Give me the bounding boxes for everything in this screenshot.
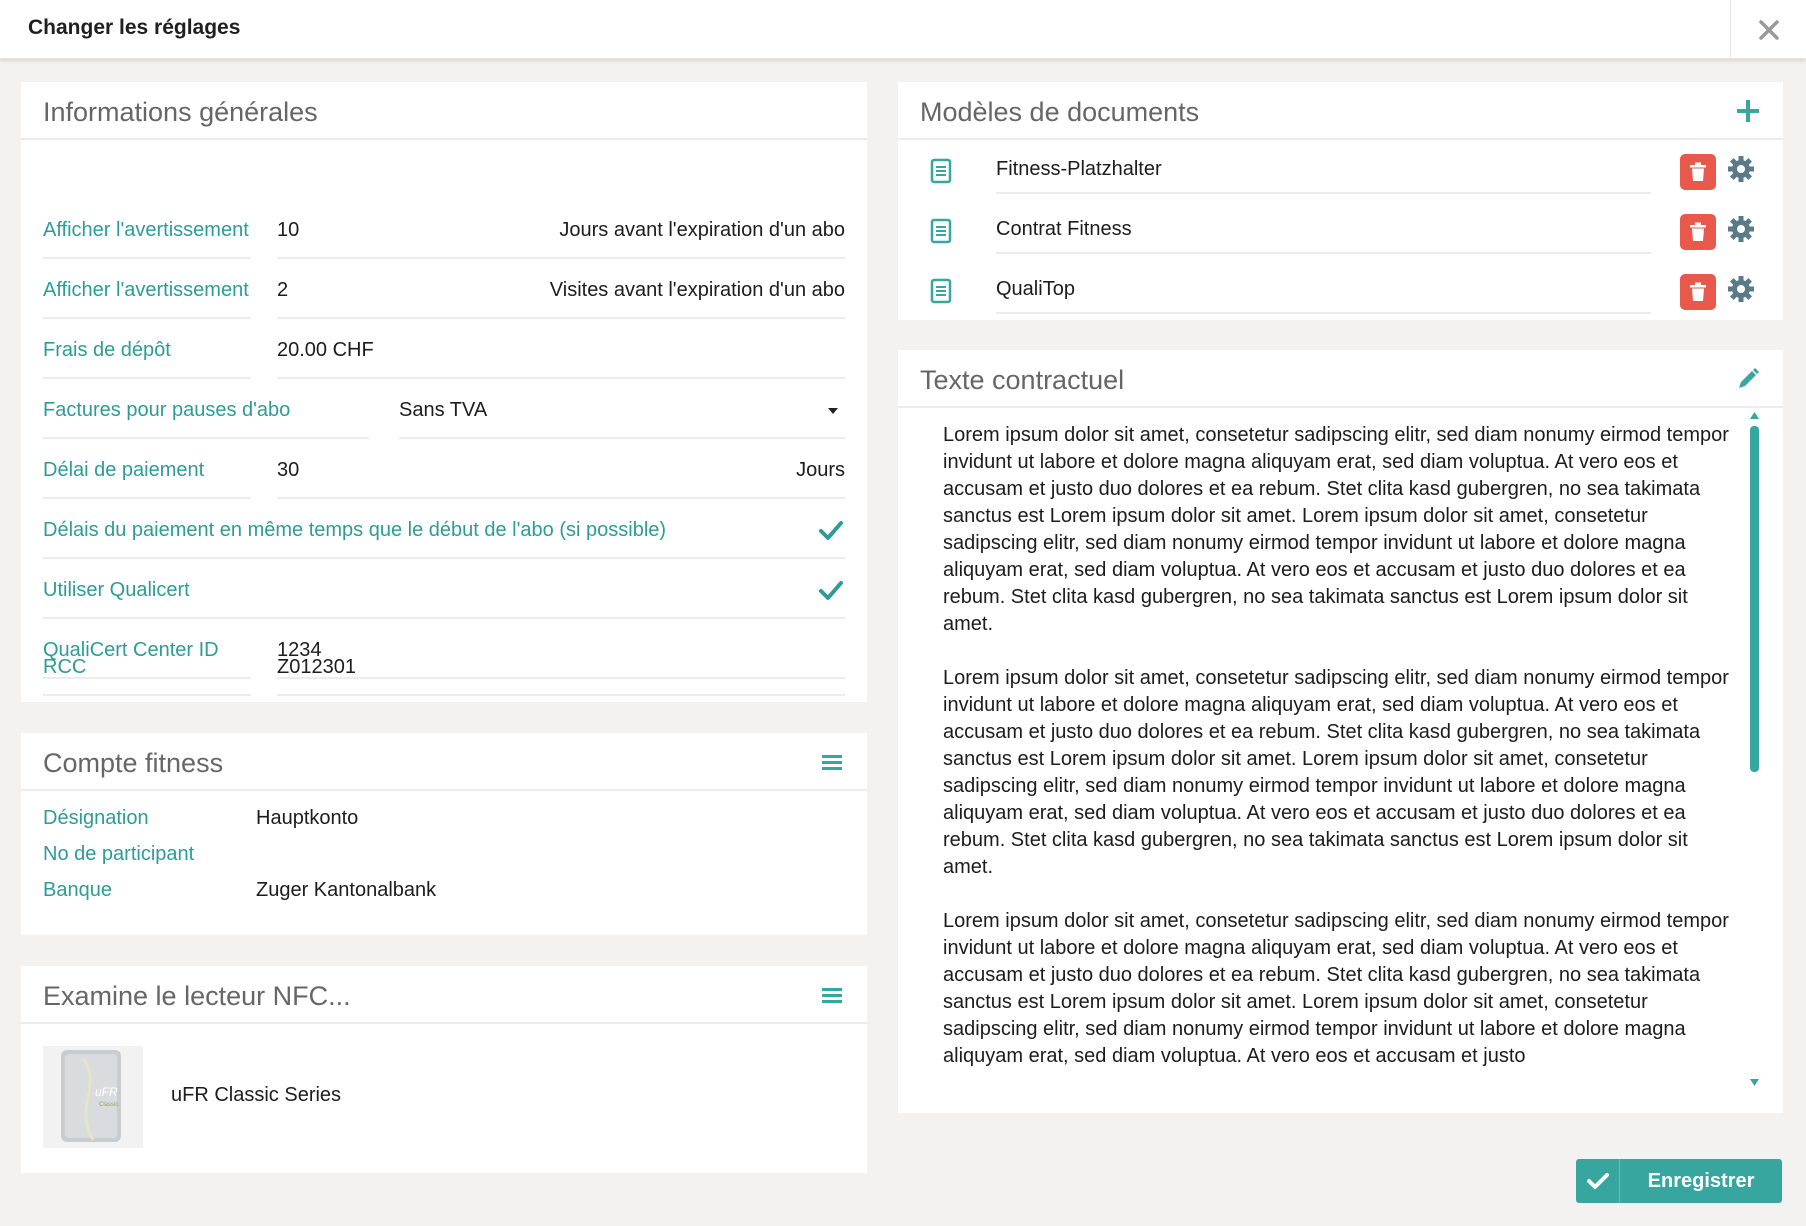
use-qualicert-row (43, 559, 845, 619)
save-check-area[interactable] (1576, 1159, 1620, 1203)
warning-visits-field[interactable] (277, 259, 845, 319)
general-info-panel (21, 82, 867, 702)
caret-down-icon[interactable] (827, 407, 839, 415)
edit-contract-button[interactable] (1735, 366, 1761, 392)
rcc-label: RCC (43, 656, 87, 678)
template-row (898, 202, 1786, 262)
contract-text-scroll-area[interactable] (898, 410, 1783, 1102)
fitness-account-title: Compte fitness (43, 748, 224, 778)
warning-days-label: Afficher l'avertissement (43, 219, 249, 241)
bank-value: Zuger Kantonalbank (256, 879, 437, 901)
window-title: Changer les réglages (28, 16, 241, 39)
general-info-header (21, 82, 867, 140)
designation-label: Désignation (43, 807, 149, 829)
document-templates-header (898, 82, 1783, 140)
trash-icon[interactable] (1689, 222, 1707, 242)
trash-icon[interactable] (1689, 162, 1707, 182)
qualicert-id-label: QualiCert Center ID (43, 639, 219, 661)
fitness-account-header (21, 733, 867, 791)
rcc-field[interactable] (277, 636, 845, 696)
template-name[interactable]: QualiTop (996, 278, 1075, 300)
contract-text-header (898, 350, 1783, 408)
scroll-up-arrow-icon[interactable] (1750, 412, 1759, 419)
warning-days-value[interactable]: 10 (277, 219, 300, 241)
document-icon (930, 218, 952, 244)
nfc-device-name: uFR Classic Series (171, 1084, 342, 1106)
template-row (898, 142, 1786, 202)
payment-term-suffix: Jours (796, 459, 845, 481)
document-templates-panel (898, 82, 1783, 320)
warning-days-field[interactable] (277, 199, 845, 259)
pause-invoice-value[interactable]: Sans TVA (399, 399, 488, 421)
pause-invoice-row (43, 379, 845, 439)
gear-icon[interactable] (1726, 274, 1756, 304)
template-row (898, 262, 1786, 322)
gear-icon[interactable] (1726, 154, 1756, 184)
payment-term-value[interactable]: 30 (277, 459, 300, 481)
participant-no-label: No de participant (43, 843, 195, 865)
warning-visits-label: Afficher l'avertissement (43, 279, 249, 301)
designation-value: Hauptkonto (256, 807, 359, 829)
warning-days-row (43, 199, 845, 259)
payment-term-label: Délai de paiement (43, 459, 205, 481)
warning-visits-row (43, 259, 845, 319)
hamburger-menu-icon[interactable] (819, 749, 845, 775)
title-bar (0, 0, 1806, 59)
deposit-fee-row (43, 319, 845, 379)
save-button-label[interactable]: Enregistrer (1647, 1169, 1755, 1192)
document-templates-title: Modèles de documents (920, 97, 1200, 127)
gear-icon[interactable] (1726, 214, 1756, 244)
document-icon (930, 278, 952, 304)
contract-text-title: Texte contractuel (920, 365, 1125, 395)
checkmark-icon[interactable] (1587, 1172, 1609, 1190)
contract-paragraph: Lorem ipsum dolor sit amet, consetetur sadipscing elitr, sed diam nonumy eirmod tempor invidunt ut labore et dolore magna aliquyam erat, sed diam voluptua. At vero eos et accusam et justo duo dolores et ea rebum. Stet clita kasd gubergren, no sea takimata sanctus est Lorem ipsum dolor sit amet. Lorem ipsum dolor sit amet, consetetur sadipscing elitr, sed diam nonumy eirmod tempor invidunt ut labore et dolore magna aliquyam erat, sed diam voluptua. At vero eos et accusam et justo (943, 910, 1729, 1067)
close-icon[interactable] (1758, 19, 1780, 41)
trash-icon[interactable] (1689, 282, 1707, 302)
contract-text-body (943, 422, 1743, 1097)
delete-template-button[interactable] (1680, 214, 1716, 250)
checkmark-icon[interactable] (817, 577, 845, 605)
warning-visits-value[interactable]: 2 (277, 279, 289, 301)
nfc-logo-sub: Classic (99, 1102, 119, 1108)
scroll-thumb[interactable] (1750, 426, 1759, 772)
delete-template-button[interactable] (1680, 154, 1716, 190)
warning-days-suffix: Jours avant l'expiration d'un abo (559, 219, 845, 241)
template-name[interactable]: Fitness-Platzhalter (996, 158, 1162, 180)
pause-invoice-select[interactable] (399, 379, 845, 439)
contract-scrollbar[interactable] (1749, 412, 1759, 1112)
close-button[interactable] (1730, 0, 1806, 59)
nfc-device-image (43, 1046, 143, 1148)
nfc-reader-title: Examine le lecteur NFC... (43, 981, 351, 1011)
contract-paragraph: Lorem ipsum dolor sit amet, consetetur sadipscing elitr, sed diam nonumy eirmod tempor invidunt ut labore et dolore magna aliquyam erat, sed diam voluptua. At vero eos et accusam et justo duo dolores et ea rebum. Stet clita kasd gubergren, no sea takimata sanctus est Lorem ipsum dolor sit amet. Lorem ipsum dolor sit amet, consetetur sadipscing elitr, sed diam nonumy eirmod tempor invidunt ut labore et dolore magna aliquyam erat, sed diam voluptua. At vero eos et accusam et justo duo dolores et ea rebum. Stet clita kasd gubergren, no sea takimata sanctus est Lorem ipsum dolor sit amet. (943, 424, 1729, 635)
nfc-reader-header (21, 966, 867, 1024)
bank-label: Banque (43, 879, 112, 901)
contract-text-panel (898, 350, 1783, 1113)
pause-invoice-label: Factures pour pauses d'abo (43, 399, 291, 421)
plus-icon[interactable] (1736, 99, 1760, 123)
payment-start-label: Délais du paiement en même temps que le début de l'abo (si possible) (43, 519, 667, 541)
nfc-logo-text: uFR (95, 1085, 118, 1099)
contract-paragraph: Lorem ipsum dolor sit amet, consetetur sadipscing elitr, sed diam nonumy eirmod tempor invidunt ut labore et dolore magna aliquyam erat, sed diam voluptua. At vero eos et accusam et justo duo dolores et ea rebum. Stet clita kasd gubergren, no sea takimata sanctus est Lorem ipsum dolor sit amet. Lorem ipsum dolor sit amet, consetetur sadipscing elitr, sed diam nonumy eirmod tempor invidunt ut labore et dolore magna aliquyam erat, sed diam voluptua. At vero eos et accusam et justo duo dolores et ea rebum. Stet clita kasd gubergren, no sea takimata sanctus est Lorem ipsum dolor sit amet. (943, 667, 1729, 878)
use-qualicert-label: Utiliser Qualicert (43, 579, 190, 601)
template-name[interactable]: Contrat Fitness (996, 218, 1132, 240)
hamburger-menu-icon[interactable] (819, 982, 845, 1008)
rcc-value[interactable]: Z012301 (277, 656, 356, 678)
pencil-icon[interactable] (1736, 367, 1760, 391)
rcc-field-row (43, 636, 845, 696)
payment-term-field[interactable] (277, 439, 845, 499)
save-button[interactable] (1576, 1159, 1782, 1203)
payment-term-row (43, 439, 845, 499)
deposit-fee-value[interactable]: 20.00 CHF (277, 339, 374, 361)
nfc-reader-panel (21, 966, 867, 1173)
deposit-fee-field[interactable] (277, 319, 845, 379)
fitness-account-panel (21, 733, 867, 935)
checkmark-icon[interactable] (817, 517, 845, 545)
document-icon (930, 158, 952, 184)
delete-template-button[interactable] (1680, 274, 1716, 310)
warning-visits-suffix: Visites avant l'expiration d'un abo (549, 279, 845, 301)
scroll-down-arrow-icon[interactable] (1750, 1079, 1759, 1086)
deposit-fee-label: Frais de dépôt (43, 339, 171, 361)
add-template-button[interactable] (1735, 98, 1761, 124)
general-info-title: Informations générales (43, 97, 318, 127)
payment-start-row (43, 499, 845, 559)
qualicert-id-value[interactable]: 1234 (277, 639, 322, 661)
